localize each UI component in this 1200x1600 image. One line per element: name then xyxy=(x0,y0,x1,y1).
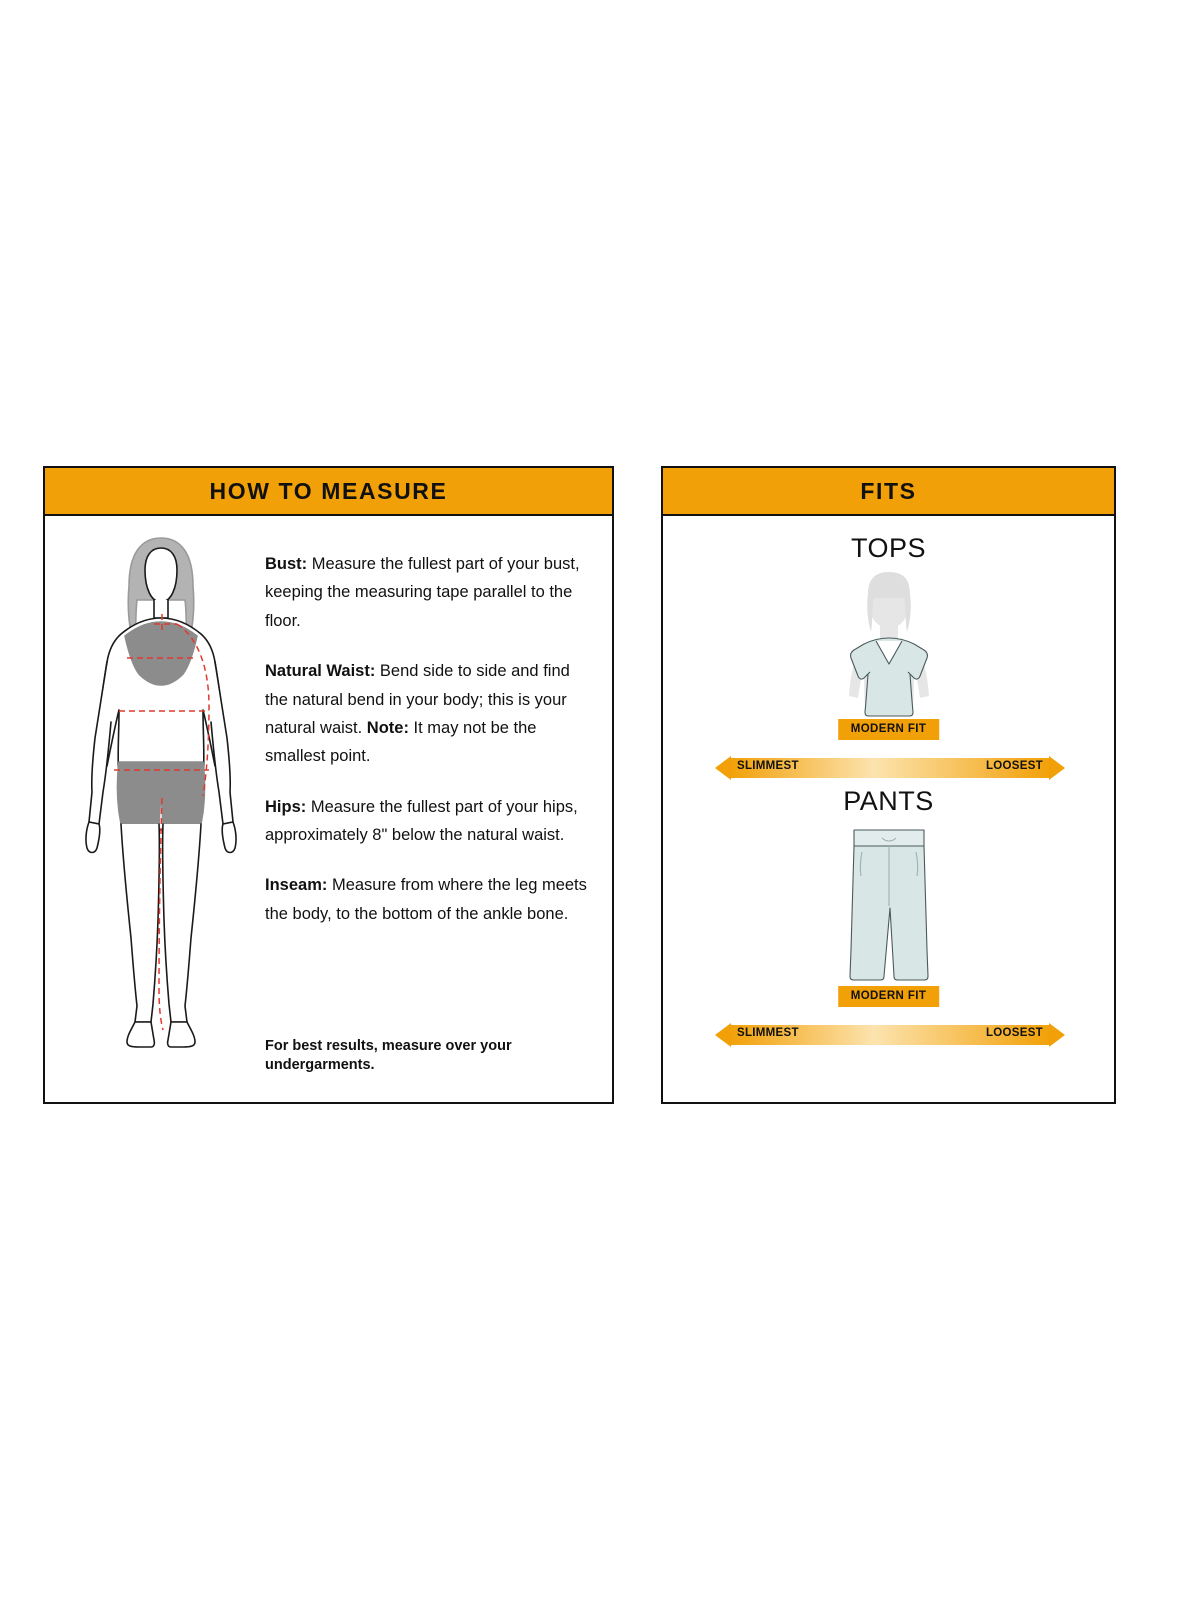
measure-item-note-text: It may not be the smallest point. xyxy=(265,718,537,766)
measure-item-hips xyxy=(265,793,595,850)
tops-section-title: TOPS xyxy=(850,533,927,563)
tops-scale-left-label: SLIMMEST xyxy=(737,760,799,772)
measure-item-inseam-label: Inseam: xyxy=(265,876,328,895)
tops-scale-right-label: LOOSEST xyxy=(985,760,1043,772)
pants-fit-badge: MODERN FIT xyxy=(838,986,940,1007)
measure-item-natural-waist xyxy=(265,657,595,771)
pants-scale-right-label: LOOSEST xyxy=(985,1027,1043,1039)
female-body-measurement-diagram-icon xyxy=(59,530,264,1050)
fits-header xyxy=(663,468,1114,516)
pants-section-title: PANTS xyxy=(843,786,934,816)
measure-item-inseam-text: Measure from where the leg meets the body, to the bottom of the ankle bone. xyxy=(265,876,587,923)
measure-item-hips-label: Hips: xyxy=(265,797,307,816)
scrub-pants-garment-icon xyxy=(663,826,1114,986)
scrub-top-garment-icon xyxy=(663,572,1114,722)
fits-panel xyxy=(661,466,1116,1104)
how-to-measure-title: HOW TO MEASURE xyxy=(209,477,448,504)
fits-title: FITS xyxy=(860,477,917,504)
pants-fit-scale xyxy=(715,1020,1065,1050)
measure-item-hips-text: Measure the fullest part of your hips, approximately 8" below the natural waist. xyxy=(265,797,578,844)
measure-item-bust xyxy=(265,550,595,635)
measure-item-bust-text: Measure the fullest part of your bust, keeping the measuring tape parallel to the floor. xyxy=(265,555,580,630)
measure-item-natural-waist-label: Natural Waist: xyxy=(265,662,376,681)
measure-item-natural-waist-text: Bend side to side and find the natural bend in your body; this is your natural waist. xyxy=(265,662,570,737)
measure-instructions xyxy=(265,550,595,928)
tops-fit-badge: MODERN FIT xyxy=(838,719,940,740)
measure-item-bust-label: Bust: xyxy=(265,555,308,573)
how-to-measure-panel xyxy=(43,466,614,1104)
tops-fit-scale xyxy=(715,753,1065,783)
measure-item-note-label: Note: xyxy=(366,718,409,737)
how-to-measure-header xyxy=(45,468,612,516)
measure-item-inseam xyxy=(265,871,595,928)
pants-scale-left-label: SLIMMEST xyxy=(737,1027,799,1039)
measure-footnote: For best results, measure over your undergarments. xyxy=(265,1037,512,1074)
